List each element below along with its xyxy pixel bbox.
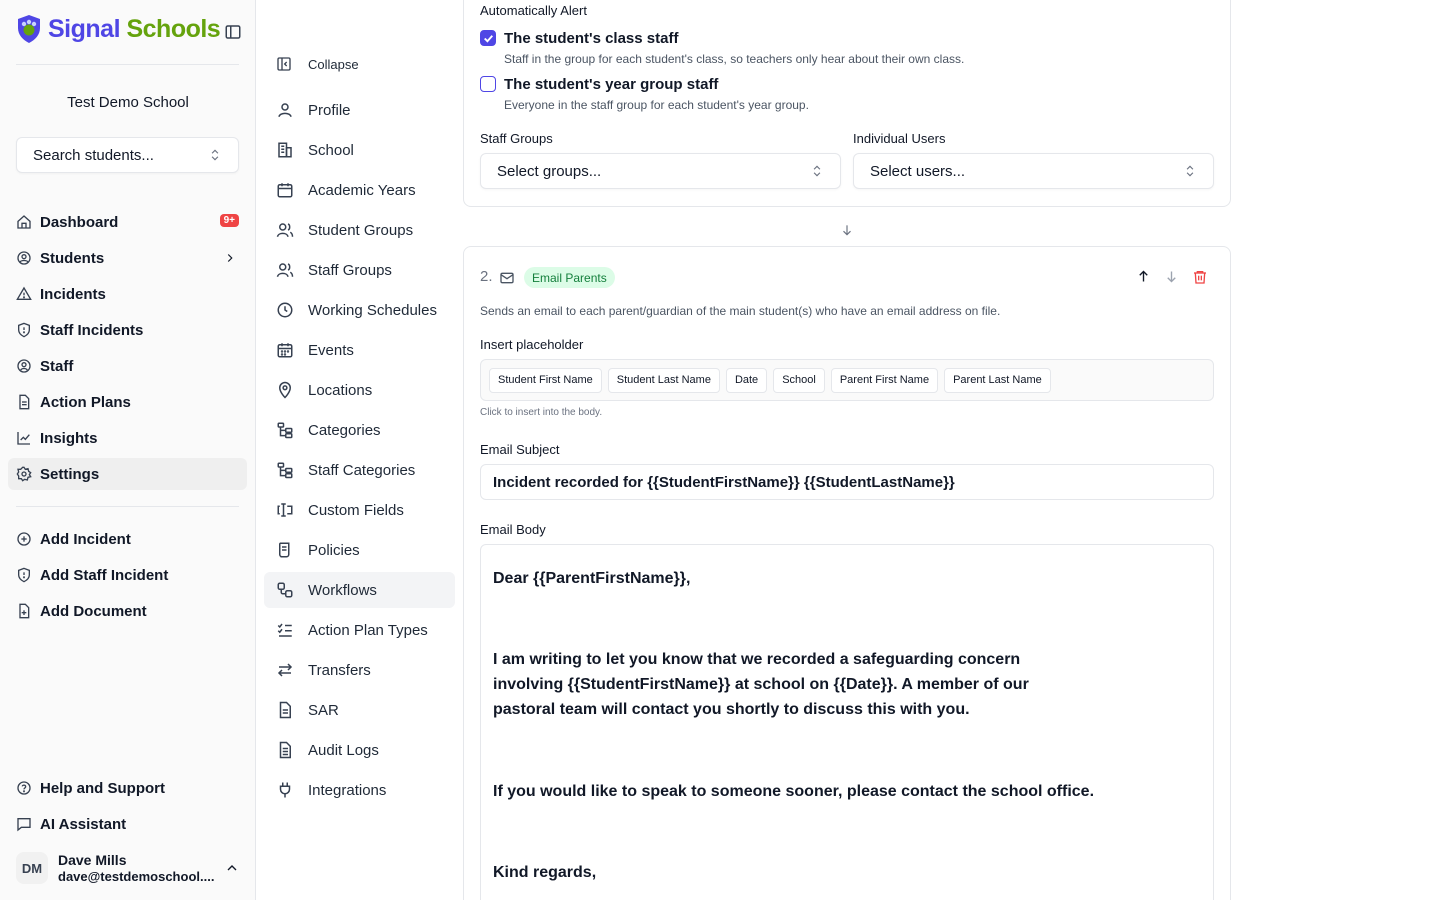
chevrons-up-down-icon (1183, 164, 1197, 178)
placeholder-toolbar (480, 359, 1214, 401)
panel-collapse-icon (276, 56, 292, 72)
nav-settings[interactable] (8, 458, 247, 490)
subnav-audit-logs[interactable] (264, 732, 455, 768)
subnav-action-plan-types[interactable] (264, 612, 455, 648)
ai-assistant-link[interactable] (8, 808, 247, 840)
nav-staff-incidents-label: Staff Incidents (40, 321, 144, 339)
automatically-alert-label: Automatically Alert (480, 3, 587, 18)
students-icon (16, 250, 32, 266)
placeholder-date-button[interactable]: Date (726, 368, 767, 393)
nav-dashboard[interactable] (8, 206, 247, 238)
nav-students-label: Students (40, 249, 105, 267)
divider (16, 506, 239, 507)
placeholder-student-first-name-button[interactable]: Student First Name (489, 368, 602, 393)
users-icon (276, 221, 294, 239)
subnav-label: Events (308, 341, 354, 359)
shield-logo-icon (16, 14, 42, 44)
file-text-icon (276, 701, 294, 719)
step-description: Sends an email to each parent/guardian of the main student(s) who have an email address on file. (480, 304, 1001, 318)
year-group-staff-option-title[interactable]: The student's year group staff (504, 76, 719, 93)
subnav-label: Integrations (308, 781, 387, 799)
brand-name: Signal Schools (48, 14, 221, 43)
add-document-button[interactable] (8, 595, 247, 627)
line-chart-icon (16, 430, 32, 446)
ai-assistant-label: AI Assistant (40, 815, 127, 833)
step-number: 2. (480, 268, 493, 285)
map-pin-icon (276, 381, 294, 399)
user-email: dave@testdemoschool.... (58, 868, 215, 884)
clock-icon (276, 301, 294, 319)
subnav-label: Categories (308, 421, 381, 439)
subnav-label: Locations (308, 381, 373, 399)
subnav-label: Working Schedules (308, 301, 437, 319)
workflow-icon (276, 581, 294, 599)
nav-students[interactable] (8, 242, 247, 274)
help-support-link[interactable] (8, 772, 247, 804)
add-document-label: Add Document (40, 602, 147, 620)
add-incident-label: Add Incident (40, 530, 131, 548)
subnav-label: Staff Categories (308, 461, 416, 479)
subnav-workflows[interactable] (264, 572, 455, 608)
chevron-up-icon (224, 860, 240, 876)
email-body-closing: Kind regards, (493, 864, 597, 881)
move-up-button[interactable] (1136, 269, 1151, 284)
subnav-label: Transfers (308, 661, 371, 679)
email-body-editor[interactable] (480, 544, 1214, 900)
nav-insights-label: Insights (40, 429, 98, 447)
add-incident-button[interactable] (8, 523, 247, 555)
users-icon (276, 261, 294, 279)
help-circle-icon (16, 780, 32, 796)
collapse-label: Collapse (308, 56, 359, 72)
list-checks-icon (276, 621, 294, 639)
placeholder-school-button[interactable]: School (773, 368, 825, 393)
subnav-integrations[interactable] (264, 772, 455, 808)
step-type-badge: Email Parents (524, 267, 615, 288)
move-down-button[interactable] (1164, 269, 1179, 284)
subnav-sar[interactable] (264, 692, 455, 728)
chevrons-up-down-icon (810, 164, 824, 178)
subnav-student-groups[interactable] (264, 212, 455, 248)
file-plus-icon (16, 603, 32, 619)
nav-action-plans[interactable] (8, 386, 247, 418)
add-staff-incident-label: Add Staff Incident (40, 566, 169, 584)
nav-incidents-label: Incidents (40, 285, 106, 303)
class-staff-checkbox[interactable] (480, 30, 496, 46)
shield-alert-icon (16, 322, 32, 338)
nav-settings-label: Settings (40, 465, 100, 483)
student-search-placeholder: Search students... (33, 146, 154, 164)
subnav-policies[interactable] (264, 532, 455, 568)
arrow-down-icon (1164, 269, 1179, 284)
toggle-sidebar-icon[interactable] (224, 23, 242, 41)
subnav-working-schedules[interactable] (264, 292, 455, 328)
user-icon (276, 101, 294, 119)
divider (16, 64, 239, 65)
scroll-text-icon (276, 541, 294, 559)
nav-staff-label: Staff (40, 357, 74, 375)
nav-incidents[interactable] (8, 278, 247, 310)
trash-icon (1192, 269, 1208, 285)
brand-logo[interactable] (16, 14, 220, 44)
file-text-icon (16, 394, 32, 410)
email-body-greeting: Dear {{ParentFirstName}}, (493, 570, 691, 587)
email-subject-input[interactable]: Incident recorded for {{StudentFirstName}} {{StudentLastName}} (480, 464, 1214, 500)
placeholder-parent-first-name-button[interactable]: Parent First Name (831, 368, 938, 393)
year-group-staff-checkbox[interactable] (480, 76, 496, 92)
subnav-label: SAR (308, 701, 339, 719)
arrow-down-icon (840, 223, 854, 237)
subnav-categories[interactable] (264, 412, 455, 448)
mail-icon (499, 270, 515, 286)
subnav-label: Staff Groups (308, 261, 392, 279)
subnav-transfers[interactable] (264, 652, 455, 688)
individual-users-select[interactable] (853, 153, 1214, 189)
nav-action-plans-label: Action Plans (40, 393, 131, 411)
individual-users-placeholder: Select users... (870, 162, 966, 180)
main-sidebar (0, 0, 256, 900)
subnav-label: Academic Years (308, 181, 416, 199)
subnav-custom-fields[interactable] (264, 492, 455, 528)
subnav-label: Audit Logs (308, 741, 379, 759)
collapse-subnav-button[interactable] (264, 46, 455, 82)
staff-groups-placeholder: Select groups... (497, 162, 602, 180)
message-square-icon (16, 816, 32, 832)
text-cursor-input-icon (276, 501, 294, 519)
user-circle-icon (16, 358, 32, 374)
subnav-staff-groups[interactable] (264, 252, 455, 288)
user-menu[interactable] (16, 850, 240, 886)
folder-tree-icon (276, 461, 294, 479)
arrow-left-right-icon (276, 661, 294, 679)
class-staff-option-title[interactable]: The student's class staff (504, 30, 679, 47)
calendar-icon (276, 181, 294, 199)
avatar: DM (16, 852, 48, 884)
plus-circle-icon (16, 531, 32, 547)
subnav-label: Action Plan Types (308, 621, 428, 639)
delete-step-button[interactable] (1192, 269, 1208, 285)
class-staff-option-description: Staff in the group for each student's class, so teachers only hear about their own class. (504, 52, 965, 66)
help-support-label: Help and Support (40, 779, 165, 797)
student-search[interactable] (16, 137, 239, 173)
notification-badge: 9+ (220, 214, 239, 227)
check-icon (482, 32, 495, 45)
individual-users-label: Individual Users (853, 131, 946, 146)
shield-alert-icon (16, 567, 32, 583)
calendar-days-icon (276, 341, 294, 359)
email-body-paragraph: If you would like to speak to someone sooner, please contact the school office. (493, 783, 1095, 800)
placeholder-parent-last-name-button[interactable]: Parent Last Name (944, 368, 1051, 393)
placeholder-student-last-name-button[interactable]: Student Last Name (608, 368, 720, 393)
year-group-staff-option-description: Everyone in the staff group for each student's year group. (504, 98, 809, 112)
subnav-label: Custom Fields (308, 501, 404, 519)
subnav-label: Workflows (308, 581, 377, 599)
chevrons-up-down-icon (208, 148, 222, 162)
nav-staff-incidents[interactable] (8, 314, 247, 346)
add-staff-incident-button[interactable] (8, 559, 247, 591)
subnav-label: Student Groups (308, 221, 414, 239)
subnav-events[interactable] (264, 332, 455, 368)
alert-triangle-icon (16, 286, 32, 302)
email-body-label: Email Body (480, 522, 546, 537)
school-name: Test Demo School (67, 94, 189, 111)
plug-icon (276, 781, 294, 799)
insert-placeholder-label: Insert placeholder (480, 337, 584, 352)
subnav-label: School (308, 141, 354, 159)
email-body-paragraph: I am writing to let you know that we recorded a safeguarding concern involving {{StudentFirstName}} at school on {{Date}}. A member of our pastoral team will contact you shortly to discuss this with you. (493, 651, 1029, 718)
nav-staff[interactable] (8, 350, 247, 382)
nav-dashboard-label: Dashboard (40, 213, 119, 231)
subnav-locations[interactable] (264, 372, 455, 408)
staff-groups-label: Staff Groups (480, 131, 553, 146)
building-icon (276, 141, 294, 159)
chevron-right-icon (223, 251, 237, 265)
file-list-icon (276, 741, 294, 759)
staff-groups-select[interactable] (480, 153, 841, 189)
subnav-academic-years[interactable] (264, 172, 455, 208)
subnav-label: Profile (308, 101, 351, 119)
subnav-school[interactable] (264, 132, 455, 168)
user-name: Dave Mills (58, 851, 127, 868)
subnav-label: Policies (308, 541, 360, 559)
subnav-profile[interactable] (264, 92, 455, 128)
arrow-up-icon (1136, 269, 1151, 284)
subnav-staff-categories[interactable] (264, 452, 455, 488)
nav-insights[interactable] (8, 422, 247, 454)
gear-icon (16, 466, 32, 482)
email-subject-label: Email Subject (480, 442, 560, 457)
placeholder-hint: Click to insert into the body. (480, 407, 603, 418)
folder-tree-icon (276, 421, 294, 439)
home-icon (16, 214, 32, 230)
